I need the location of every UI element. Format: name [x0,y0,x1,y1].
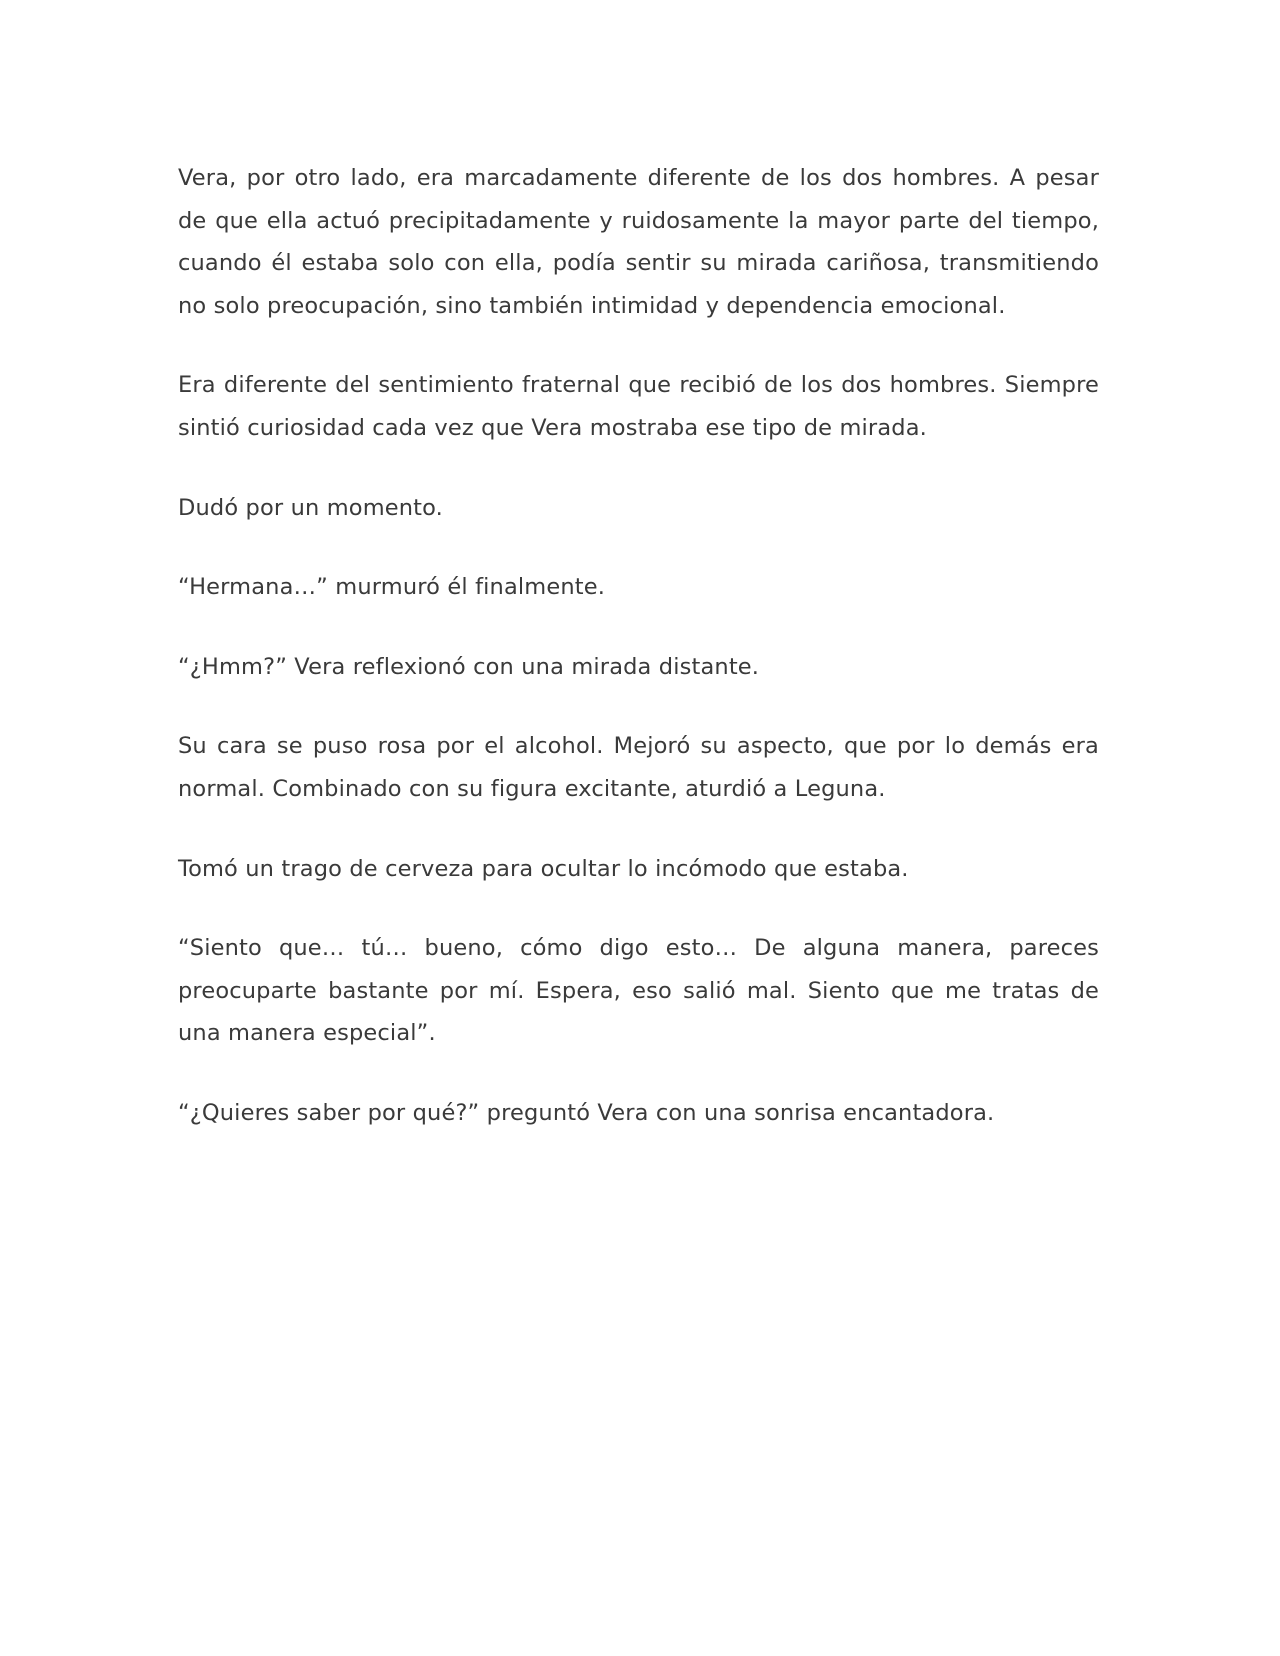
paragraph: Era diferente del sentimiento fraternal que recibió de los dos hombres. Siempre sintió curiosidad cada vez que Vera mostraba ese tipo de mirada. [178,372,1099,441]
paragraph: Vera, por otro lado, era marcadamente diferente de los dos hombres. A pesar de que ella actuó precipitadamente y ruidosamente la mayor parte del tiempo, cuando él estaba solo con ella, podía sentir su mirada cariñosa, transmitiendo no solo preocupación, sino también intimidad y dependencia emocional. [178,165,1099,319]
paragraph: Su cara se puso rosa por el alcohol. Mejoró su aspecto, que por lo demás era normal. Combinado con su figura excitante, aturdió a Leguna. [178,733,1099,802]
paragraph: “¿Quieres saber por qué?” preguntó Vera con una sonrisa encantadora. [178,1099,995,1126]
document-page [178,157,1099,1172]
paragraph: Tomó un trago de cerveza para ocultar lo incómodo que estaba. [178,855,909,882]
paragraph: “Siento que… tú… bueno, cómo digo esto… De alguna manera, pareces preocuparte bastante por mí. Espera, eso salió mal. Siento que me tratas de una manera especial”. [178,935,1099,1047]
paragraph: “Hermana…” murmuró él finalmente. [178,574,606,601]
paragraph: “¿Hmm?” Vera reflexionó con una mirada distante. [178,653,760,680]
paragraph: Dudó por un momento. [178,494,443,521]
